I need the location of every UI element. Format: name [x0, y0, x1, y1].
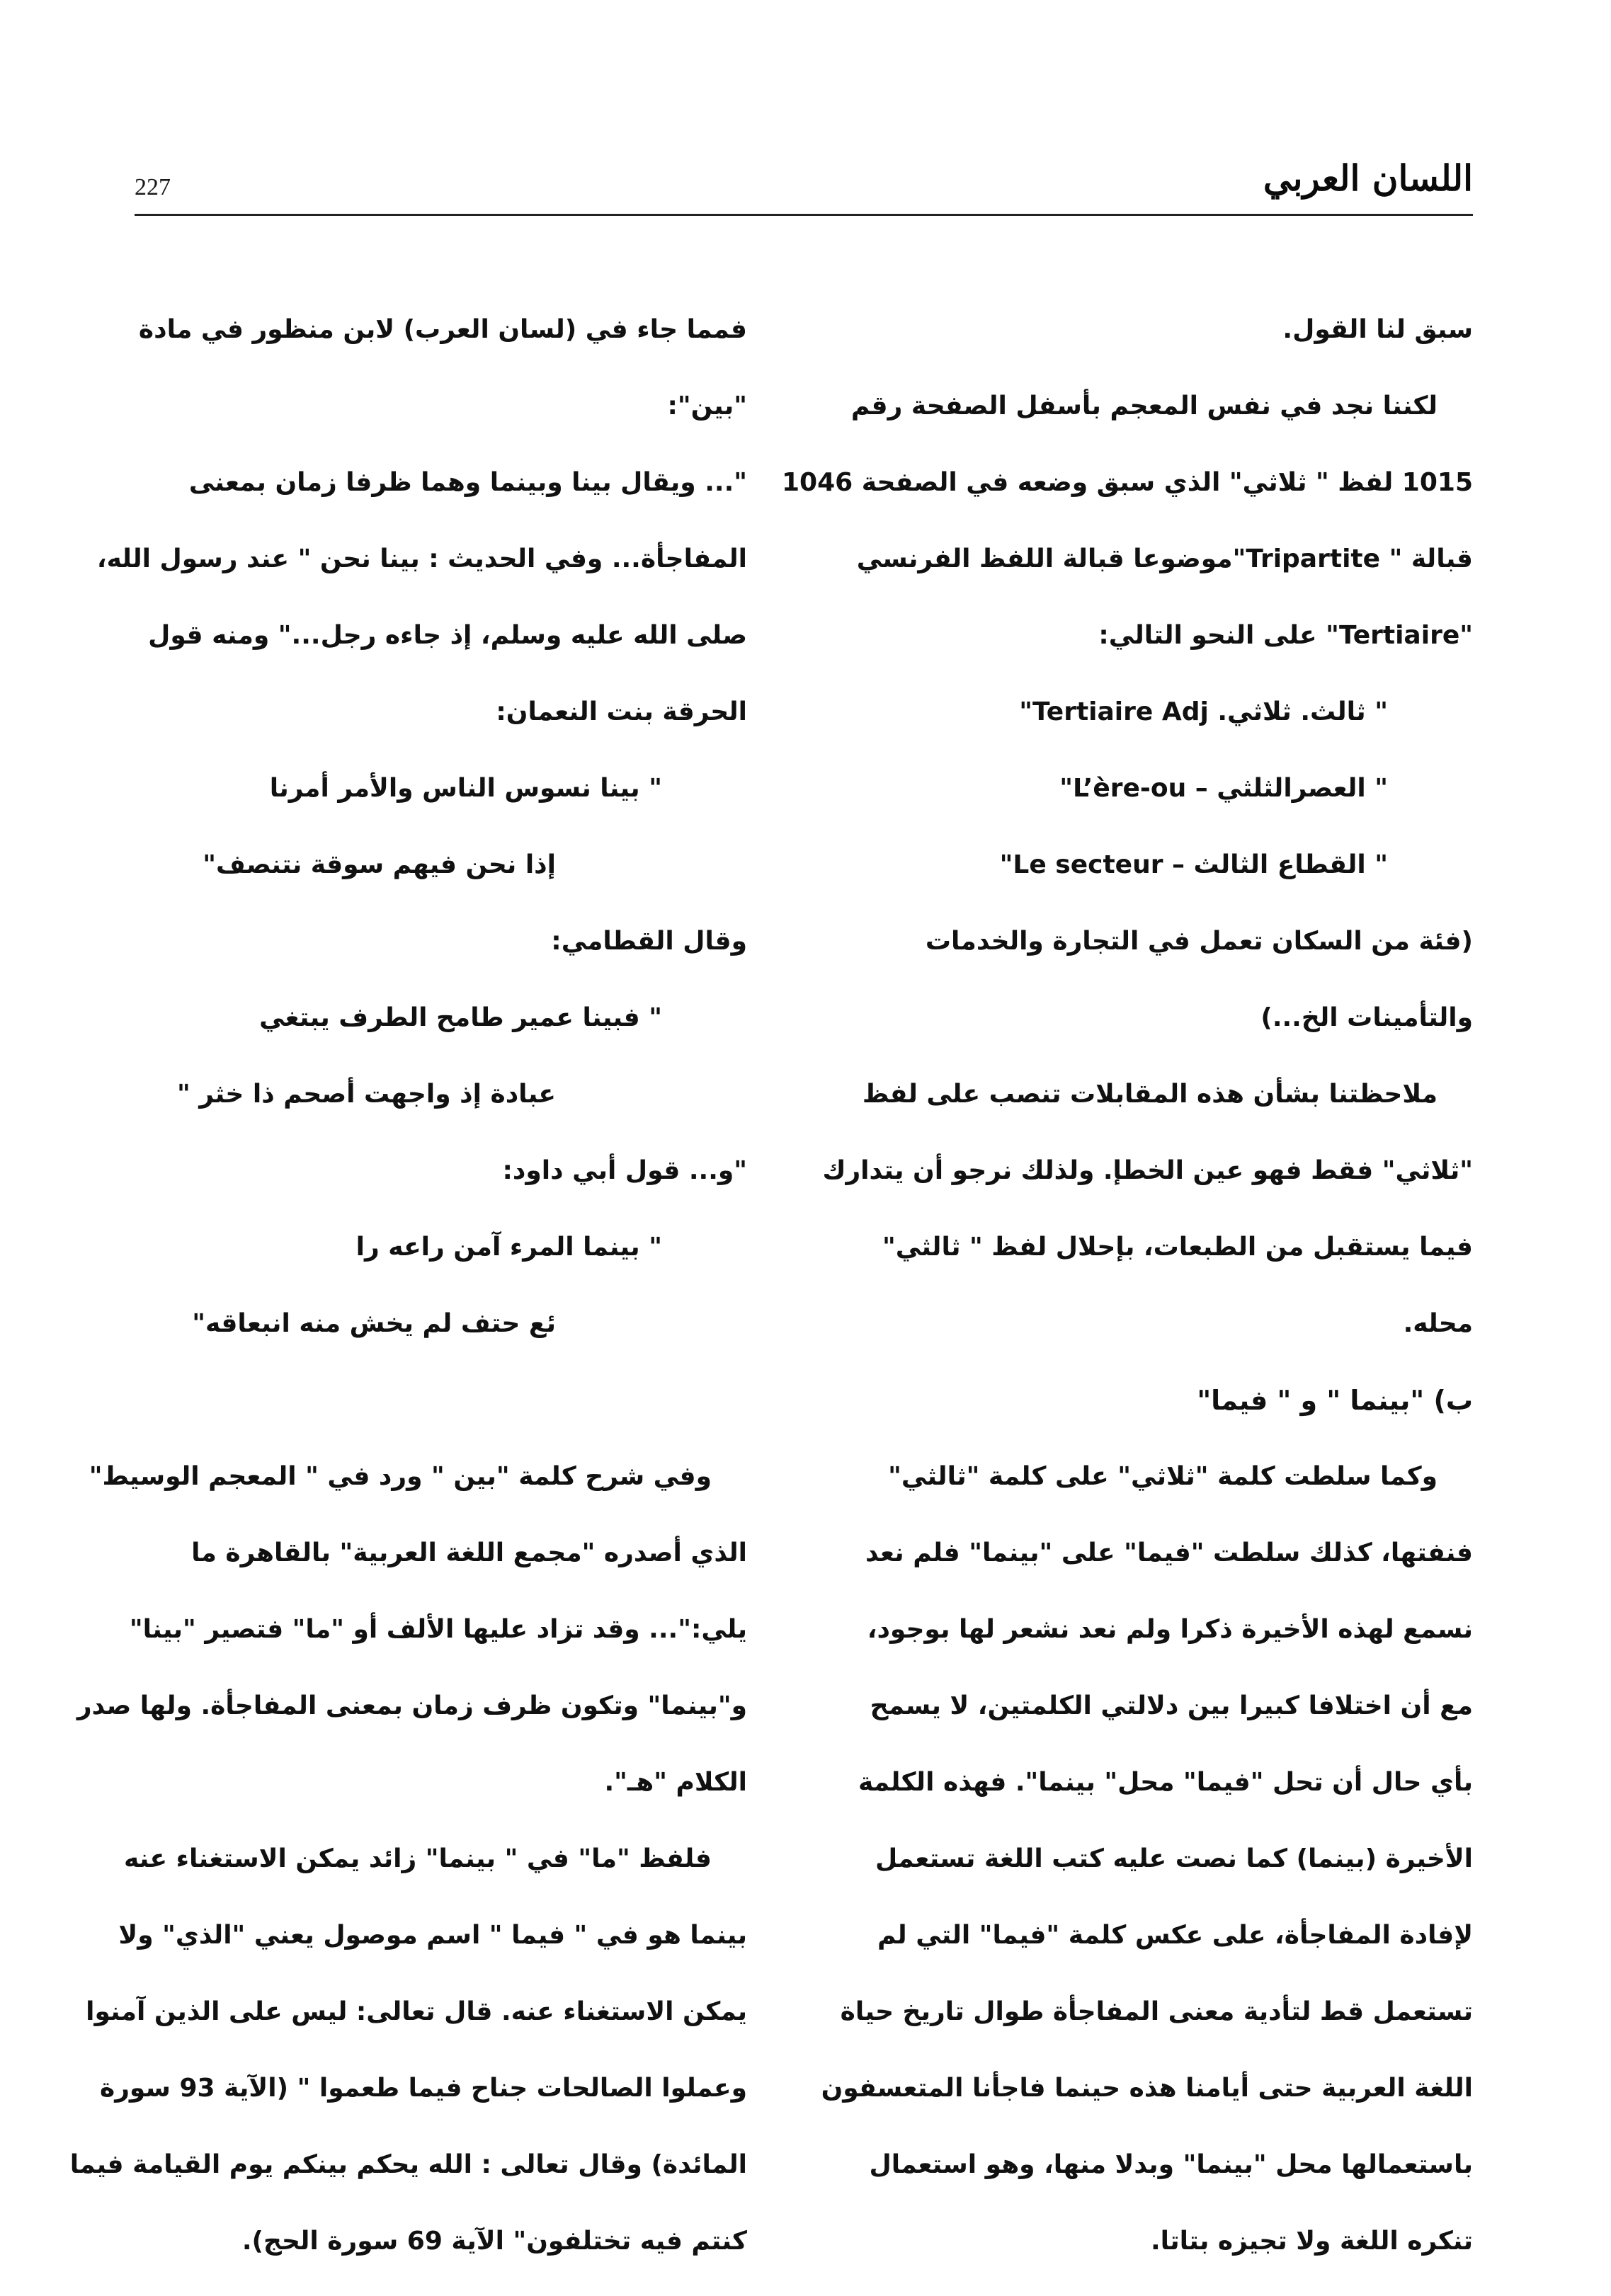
text-line: قبالة " Tripartite"موضوعا قبالة اللفظ الفرنسي [856, 544, 1473, 573]
text-line: والتأمينات الخ...) [1260, 1003, 1473, 1032]
text-line: فمما جاء في (لسان العرب) لابن منظور في مادة [138, 315, 747, 344]
text-line: المفاجأة... وفي الحديث : بينا نحن " عند رسول الله، [96, 544, 747, 573]
text-line: كنتم فيه تختلفون" الآية 69 سورة الحج). [241, 2227, 747, 2256]
text-line: "و... قول أبي داود: [502, 1156, 747, 1185]
text-line: سبق لنا القول. [1282, 315, 1473, 344]
text-line: "Tertiaire" على النحو التالي: [1098, 621, 1473, 650]
page-header [135, 157, 1473, 214]
text-line: يمكن الاستغناء عنه. قال تعالى: ليس على الذين آمنوا [86, 1997, 747, 2026]
text-line: " العصرالثلثي – L’ère-ou" [1059, 774, 1388, 803]
text-line: مع أن اختلافا كبيرا بين دلالتي الكلمتين، لا يسمح [870, 1691, 1473, 1720]
text-line: نسمع لهذه الأخيرة ذكرا ولم نعد نشعر لها بوجود، [867, 1615, 1473, 1644]
poem-line: ئع حتف لم يخش منه انبعاقه" [192, 1309, 556, 1338]
text-line: " القطاع الثالث – Le secteur" [999, 850, 1388, 879]
poem-line: " فبينا عمير طامح الطرف يبتغي [259, 1003, 662, 1032]
poem-line: " بينا نسوس الناس والأمر أمرنا [269, 774, 662, 803]
text-line: تستعمل قط لتأدية معنى المفاجأة طوال تاريخ حياة [840, 1997, 1473, 2026]
text-line: الأخيرة (بينما) كما نصت عليه كتب اللغة تستعمل [875, 1844, 1473, 1873]
text-line: يلي:"... وقد تزاد عليها الألف أو "ما" فتصير "بينا" [129, 1615, 747, 1644]
text-line: "ثلاثي" فقط فهو عين الخطإ. ولذلك نرجو أن يتدارك [822, 1156, 1473, 1185]
text-line: الكلام "هـ". [604, 1768, 747, 1797]
text-line: فيما يستقبل من الطبعات، بإحلال لفظ " ثالثي" [882, 1233, 1473, 1262]
text-line: (فئة من السكان تعمل في التجارة والخدمات [925, 927, 1473, 956]
text-line: وفي شرح كلمة "بين " ورد في " المعجم الوسيط" [89, 1462, 712, 1491]
text-line: 1015 لفظ " ثلاثي" الذي سبق وضعه في الصفحة 1046 [781, 468, 1473, 497]
text-line: وعملوا الصالحات جناح فيما طعموا " (الآية 93 سورة [99, 2074, 747, 2103]
text-line: "بين": [667, 392, 747, 421]
text-line: المائدة) وقال تعالى : الله يحكم بينكم يوم القيامة فيما [69, 2150, 747, 2179]
text-line: و"بينما" وتكون ظرف زمان بمعنى المفاجأة. ولها صدر [76, 1691, 747, 1720]
text-line: فنفتها، كذلك سلطت "فيما" على "بينما" فلم نعد [865, 1538, 1473, 1567]
text-line: صلى الله عليه وسلم، إذ جاءه رجل..." ومنه قول [148, 621, 747, 650]
poem-line: إذا نحن فيهم سوقة نتنصف" [203, 850, 556, 879]
poem-line: " بينما المرء آمن راعه را [355, 1233, 662, 1262]
text-line: الحرقة بنت النعمان: [496, 697, 747, 726]
text-line: ملاحظتنا بشأن هذه المقابلات تنصب على لفظ [862, 1080, 1438, 1109]
poem-line: عبادة إذ واجهت أصحم ذا خثر " [177, 1080, 556, 1109]
text-line: فلفظ "ما" في " بينما" زائد يمكن الاستغناء عنه [123, 1844, 712, 1873]
header-divider [135, 214, 1473, 216]
text-line: بينما هو في " فيما " اسم موصول يعني "الذي" ولا [118, 1921, 747, 1950]
page-number: 227 [135, 174, 171, 200]
text-line: باستعمالها محل "بينما" وبدلا منها، وهو استعمال [869, 2150, 1473, 2179]
paragraph-gap [124, 1362, 747, 1439]
text-line: بأي حال أن تحل "فيما" محل" بينما". فهذه الكلمة [858, 1768, 1473, 1797]
text-line: محله. [1403, 1309, 1473, 1338]
text-line: "... ويقال بينا وبينما وهما ظرفا زمان بمعنى [188, 468, 747, 497]
text-line: " ثالث. ثلاثي. Tertiaire Adj" [1019, 697, 1388, 726]
journal-logo: اللسان العربي [1263, 157, 1473, 199]
text-line: وقال القطامي: [551, 927, 747, 956]
text-line: اللغة العربية حتى أيامنا هذه حينما فاجأنا المتعسفون [821, 2074, 1473, 2103]
right-column [781, 292, 1473, 2256]
text-line: وكما سلطت كلمة "ثلاثي" على كلمة "ثالثي" [888, 1462, 1438, 1491]
text-line: لإفادة المفاجأة، على عكس كلمة "فيما" التي لم [877, 1921, 1473, 1950]
text-line: تنكره اللغة ولا تجيزه بتاتا. [1150, 2227, 1473, 2256]
section-heading: ب) "بينما " و " فيما" [1197, 1385, 1473, 1416]
left-column [69, 292, 747, 2256]
text-line: الذي أصدره "مجمع اللغة العربية" بالقاهرة ما [191, 1538, 747, 1567]
text-line: لكننا نجد في نفس المعجم بأسفل الصفحة رقم [850, 392, 1438, 421]
